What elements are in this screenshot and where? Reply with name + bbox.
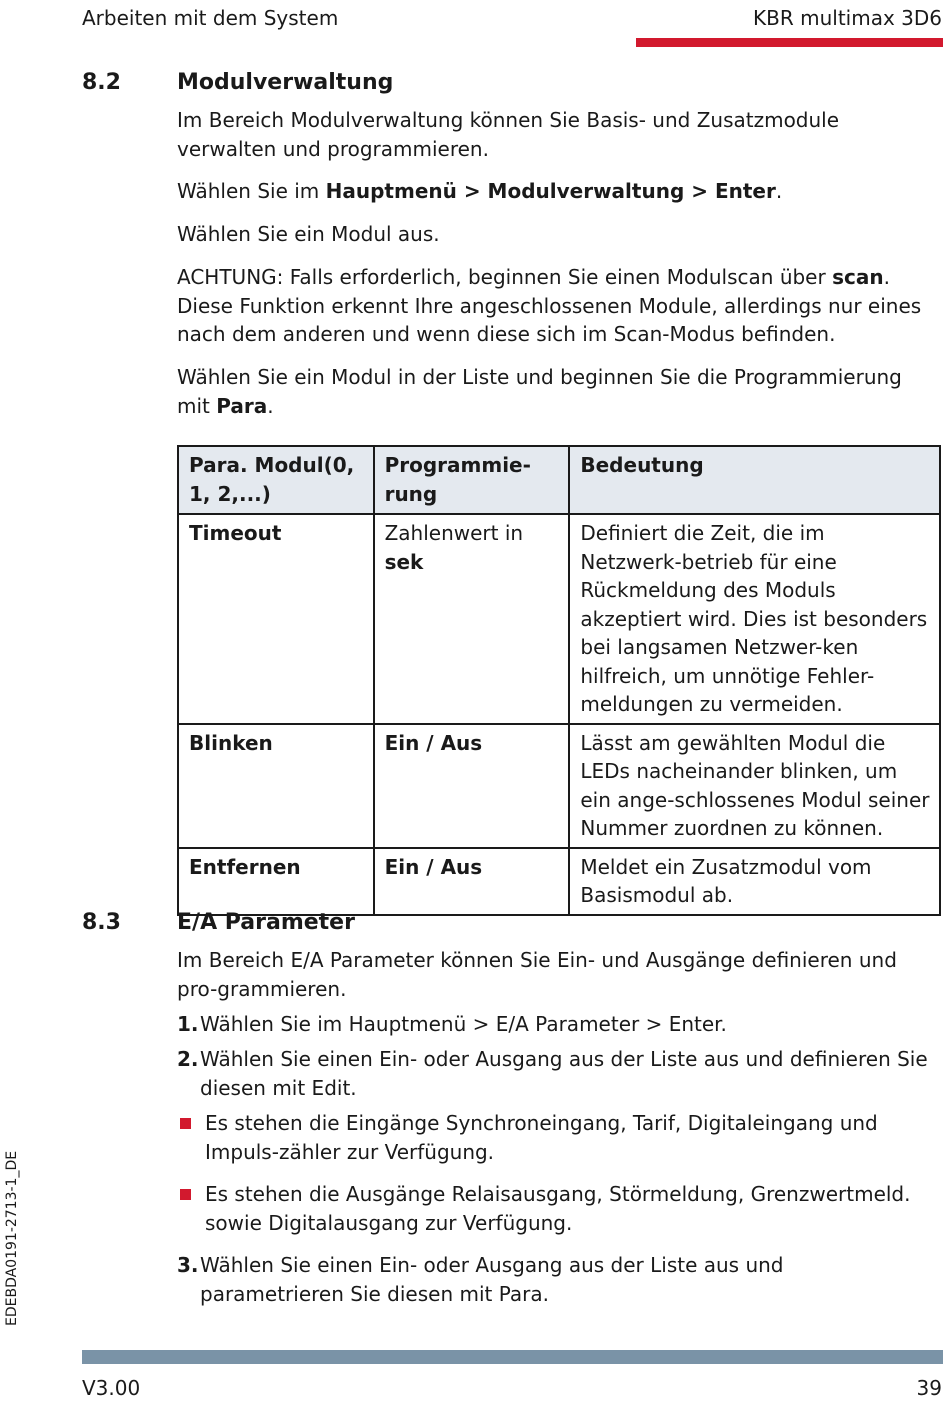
table-header-meaning: Bedeutung — [569, 446, 940, 514]
table-cell-param: Blinken — [178, 724, 374, 848]
table-row — [178, 724, 940, 848]
table-cell-param: Timeout — [178, 514, 374, 724]
step-text: Wählen Sie einen Ein- oder Ausgang aus der Liste aus und parametrieren Sie diesen mit Para. — [200, 1253, 784, 1306]
paragraph-menu-path: Wählen Sie im Hauptmenü > Modulverwaltung > Enter. — [177, 179, 783, 203]
step-2 — [177, 1045, 937, 1102]
footer-bar — [82, 1350, 943, 1364]
step-number: 1. — [177, 1012, 199, 1036]
paragraph-intro: Im Bereich Modulverwaltung können Sie Basis- und Zusatzmodule verwalten und programmieren. — [177, 108, 840, 161]
bullet-square-icon — [180, 1189, 191, 1200]
table-cell-param: Entfernen — [178, 848, 374, 915]
bullet-outputs — [180, 1180, 940, 1237]
paragraph-ea-intro: Im Bereich E/A Parameter können Sie Ein- und Ausgänge definieren und pro-grammieren. — [177, 948, 897, 1001]
footer-version: V3.00 — [82, 1376, 141, 1400]
document-code: EDEBDA0191-2713-1_DE — [4, 1150, 20, 1326]
step-number: 3. — [177, 1253, 199, 1277]
table-row — [178, 514, 940, 724]
paragraph-warning: ACHTUNG: Falls erforderlich, beginnen Sie einen Modulscan über scan. Diese Funktion erkennt Ihre angeschlossenen Module, allerdings nur eines nach dem anderen und wenn diese sich im Scan-Modus befinden. — [177, 265, 922, 346]
bullet-text: Es stehen die Eingänge Synchroneingang, Tarif, Digitaleingang und Impuls-zähler zur Verfügung. — [205, 1111, 878, 1164]
header-left: Arbeiten mit dem System — [82, 6, 339, 30]
section-number-8-3: 8.3 — [82, 910, 121, 935]
section-title-8-3: E/A Parameter — [177, 910, 355, 935]
table-cell-programming: Ein / Aus — [374, 848, 570, 915]
section-number-8-2: 8.2 — [82, 70, 121, 95]
table-header-row — [178, 446, 940, 514]
table-cell-meaning: Lässt am gewählten Modul die LEDs nacheinander blinken, um ein ange-schlossenes Modul seiner Nummer zuordnen zu können. — [569, 724, 940, 848]
header-accent-bar — [636, 38, 943, 47]
bullet-text: Es stehen die Ausgänge Relaisausgang, Störmeldung, Grenzwertmeld. sowie Digitalausgang zur Verfügung. — [205, 1182, 911, 1235]
table-header-programming: Programmie-rung — [374, 446, 570, 514]
table-cell-programming: Ein / Aus — [374, 724, 570, 848]
header-right: KBR multimax 3D6 — [753, 6, 942, 30]
table-cell-meaning: Meldet ein Zusatzmodul vom Basismodul ab. — [569, 848, 940, 915]
step-text: Wählen Sie einen Ein- oder Ausgang aus der Liste aus und definieren Sie diesen mit Edit. — [200, 1047, 928, 1100]
table-row — [178, 848, 940, 915]
module-parameter-table — [177, 445, 941, 916]
paragraph-select-module: Wählen Sie ein Modul aus. — [177, 222, 440, 246]
bullet-square-icon — [180, 1118, 191, 1129]
table-header-param: Para. Modul(0, 1, 2,...) — [178, 446, 374, 514]
page-number: 39 — [916, 1376, 942, 1400]
paragraph-programming: Wählen Sie ein Modul in der Liste und beginnen Sie die Programmierung mit Para. — [177, 365, 902, 418]
table-cell-programming: Zahlenwert in sek — [374, 514, 570, 724]
step-number: 2. — [177, 1047, 199, 1071]
table-cell-meaning: Definiert die Zeit, die im Netzwerk-betrieb für eine Rückmeldung des Moduls akzeptiert wird. Dies ist besonders bei langsamen Netzwer-ken hilfreich, um unnötige Fehler-meldungen zu vermeiden. — [569, 514, 940, 724]
bullet-inputs — [180, 1109, 940, 1166]
section-title-8-2: Modulverwaltung — [177, 70, 394, 95]
step-1 — [177, 1010, 937, 1039]
step-text: Wählen Sie im Hauptmenü > E/A Parameter > Enter. — [200, 1012, 727, 1036]
step-3 — [177, 1251, 937, 1308]
